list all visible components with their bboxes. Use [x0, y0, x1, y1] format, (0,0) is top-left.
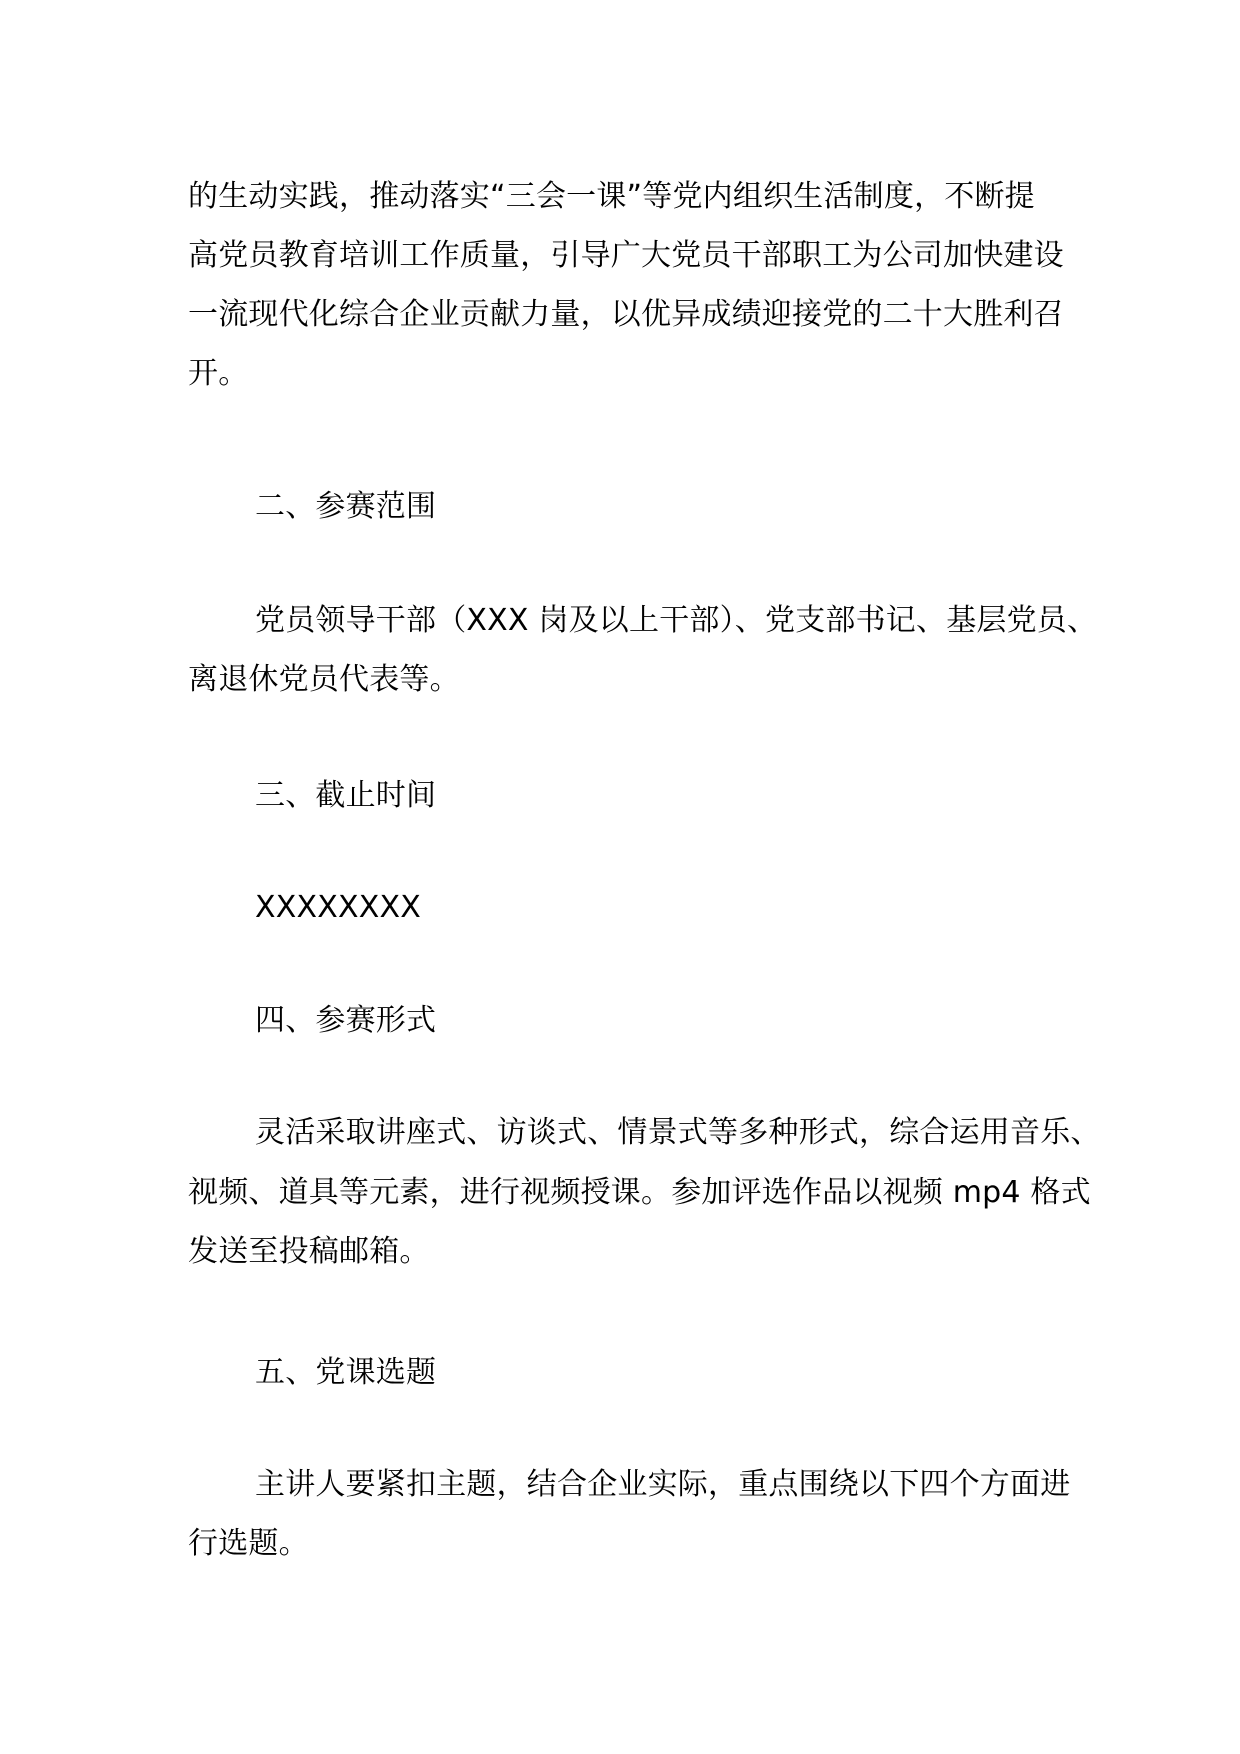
- section-scope-line-1: 党员领导干部（XXX 岗及以上干部）、党支部书记、基层党员、: [255, 603, 1098, 638]
- section-topics-line-2: 行选题。: [188, 1526, 309, 1561]
- section-deadline-line-1: XXXXXXXX: [255, 890, 422, 925]
- section-format-line-2: 视频、道具等元素，进行视频授课。参加评选作品以视频 mp4 格式: [188, 1175, 1091, 1210]
- intro-line-2: 高党员教育培训工作质量，引导广大党员干部职工为公司加快建设: [188, 238, 1064, 273]
- section-heading-scope: 二、参赛范围: [255, 489, 437, 524]
- intro-line-4: 开。: [188, 356, 249, 391]
- section-heading-deadline: 三、截止时间: [255, 778, 437, 813]
- section-heading-format: 四、参赛形式: [255, 1003, 437, 1038]
- section-format-line-3: 发送至投稿邮箱。: [188, 1234, 430, 1269]
- section-topics-line-1: 主讲人要紧扣主题，结合企业实际，重点围绕以下四个方面进: [255, 1467, 1071, 1502]
- intro-line-1: 的生动实践，推动落实“三会一课”等党内组织生活制度，不断提: [188, 179, 1035, 214]
- section-scope-line-2: 离退休党员代表等。: [188, 662, 460, 697]
- section-format-line-1: 灵活采取讲座式、访谈式、情景式等多种形式，综合运用音乐、: [255, 1115, 1101, 1150]
- intro-line-3: 一流现代化综合企业贡献力量，以优异成绩迎接党的二十大胜利召: [188, 297, 1064, 332]
- section-heading-topics: 五、党课选题: [255, 1355, 437, 1390]
